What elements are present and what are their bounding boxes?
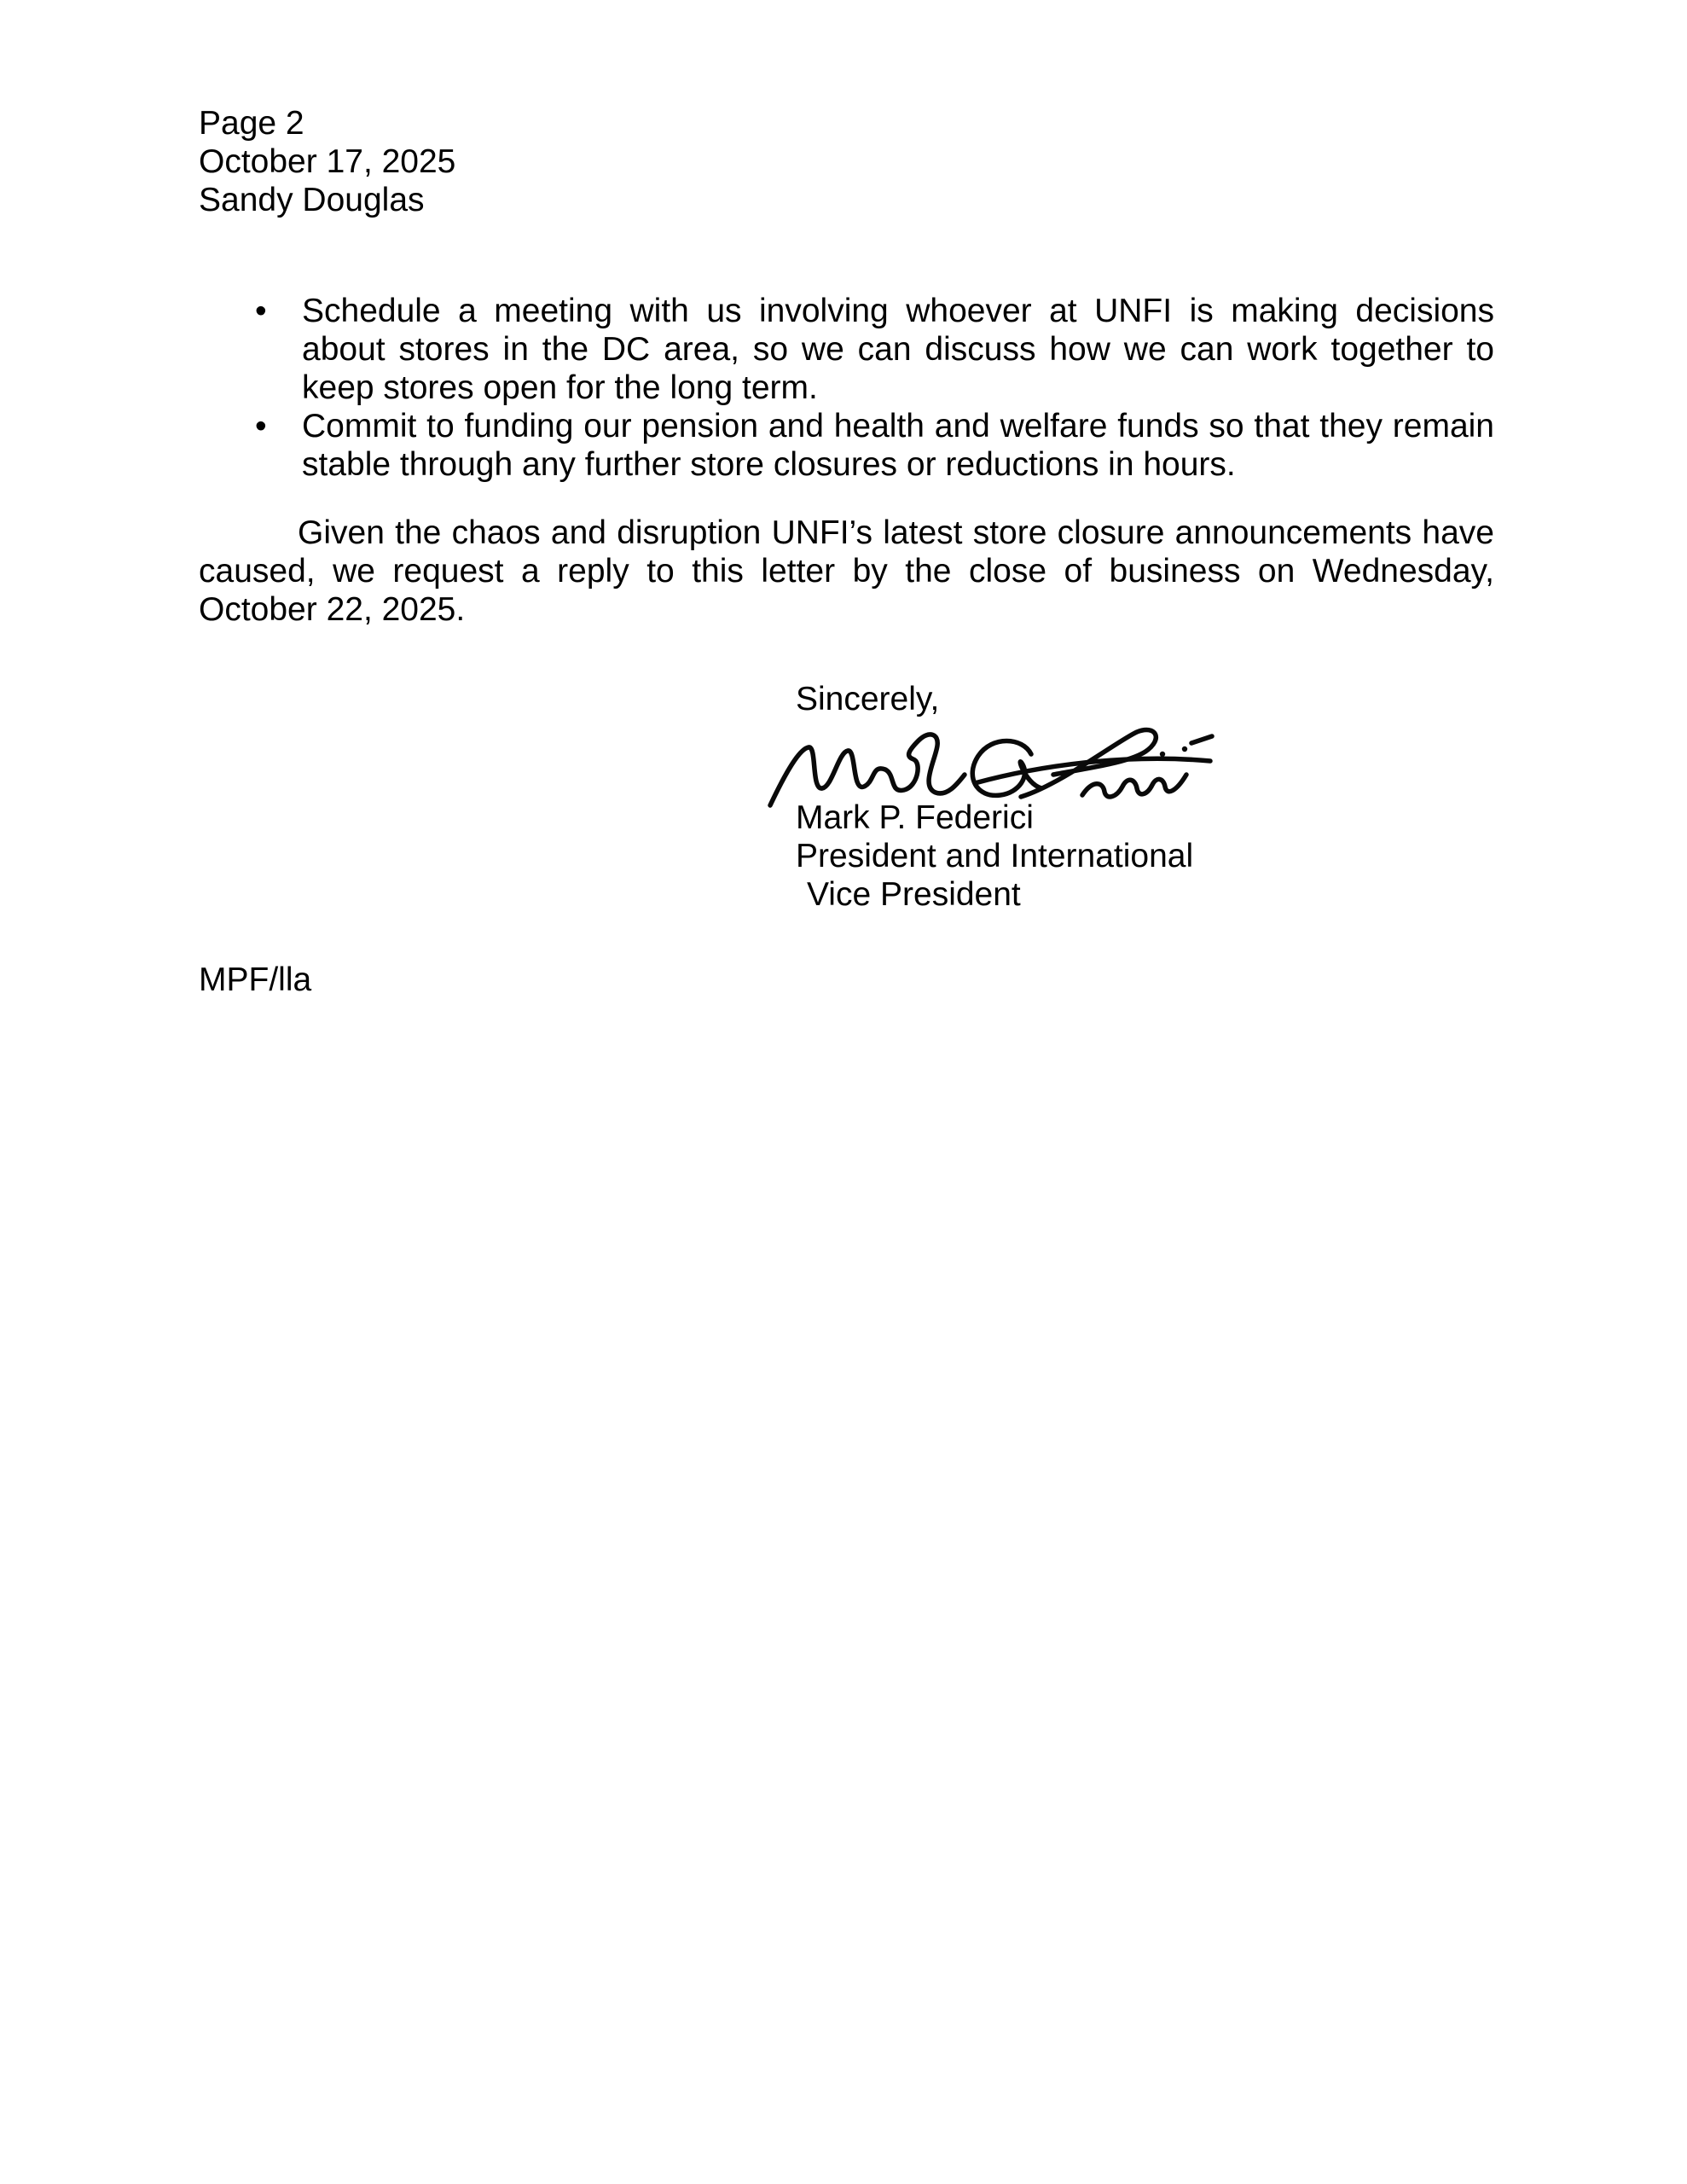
- recipient-name: Sandy Douglas: [199, 182, 425, 218]
- demands-bullet-list: [199, 292, 1494, 484]
- salutation: Sincerely,: [796, 681, 940, 717]
- bullet-text: Commit to funding our pension and health and welfare funds so that they remain stable through any further store closures or reductions in hours.: [302, 408, 1494, 483]
- bullet-icon: •: [255, 408, 267, 444]
- reference-initials: MPF/lla: [199, 961, 312, 998]
- letter-date: October 17, 2025: [199, 143, 456, 180]
- bullet-icon: •: [255, 293, 267, 329]
- closing-paragraph: Given the chaos and disruption UNFI’s latest store closure announcements have caused, we request a reply to this letter by the close of business on Wednesday, October 22, 2025.: [199, 514, 1494, 628]
- signer-name: Mark P. Federici: [796, 799, 1034, 836]
- signer-title-line-2: Vice President: [807, 876, 1021, 913]
- page-number-label: Page 2: [199, 105, 304, 142]
- bullet-text: Schedule a meeting with us involving whoever at UNFI is making decisions about stores in the DC area, so we can discuss how we can work together to keep stores open for the long term.: [302, 293, 1494, 406]
- bullet-item: [199, 292, 1494, 407]
- letter-header: [199, 104, 1494, 219]
- bullet-item: [199, 407, 1494, 484]
- signature-block: [796, 680, 1494, 914]
- handwritten-signature-image: [751, 715, 1229, 810]
- signer-title-line-1: President and International: [796, 838, 1194, 874]
